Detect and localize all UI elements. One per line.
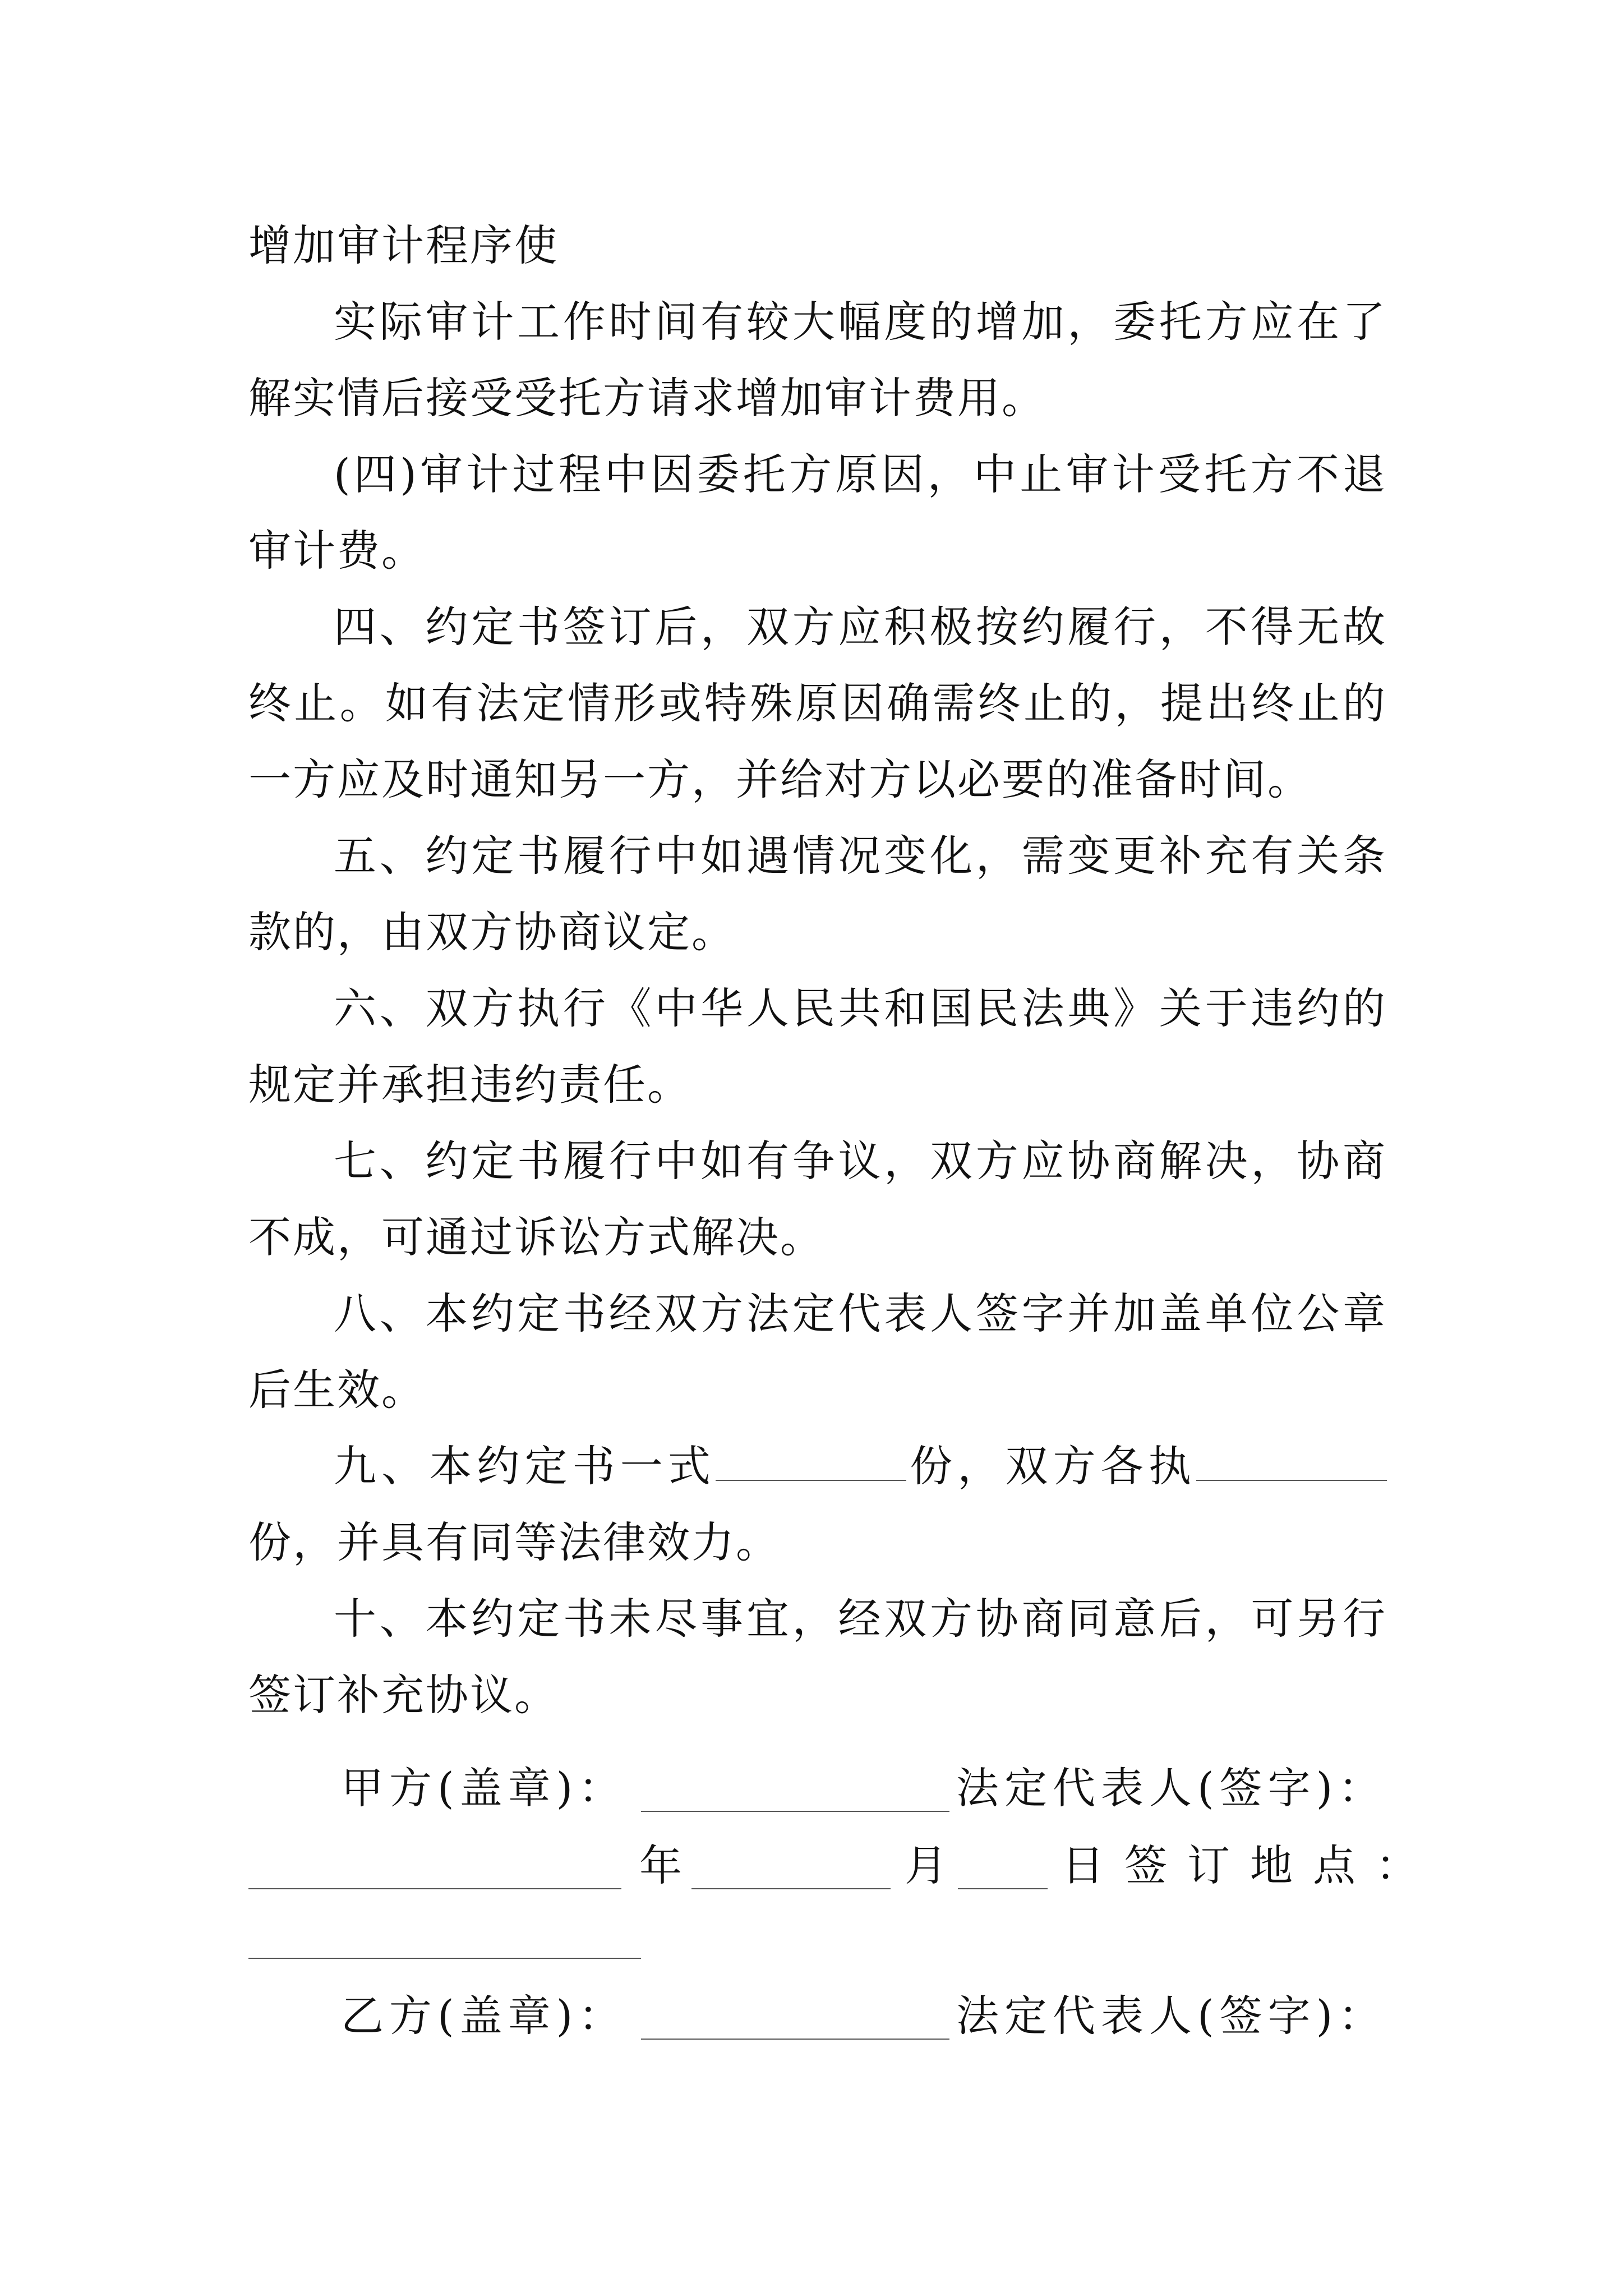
party-a-date-line xyxy=(248,1828,1438,1904)
clause-9 xyxy=(248,1428,1387,1581)
clause-8: 八、本约定书经双方法定代表人签字并加盖单位公章后生效。 xyxy=(248,1289,1387,1415)
party-b-label: 乙方(盖章)： xyxy=(341,1991,627,2041)
paragraph-audit-time: 实际审计工作时间有较大幅度的增加，委托方应在了解实情后接受受托方请求增加审计费用。 xyxy=(248,297,1387,423)
party-a-rep-label: 法定代表人(签字)： xyxy=(956,1763,1387,1813)
paragraph-suspension: (四)审计过程中因委托方原因，中止审计受托方不退审计费。 xyxy=(248,449,1387,576)
clause-9-part1: 九、本约定书一式 xyxy=(334,1441,716,1491)
clause-5: 五、约定书履行中如遇情况变化，需变更补充有关条款的，由双方协商议定。 xyxy=(248,831,1387,957)
clause-9-part2: 份，双方各执 xyxy=(906,1441,1197,1491)
signing-place-line xyxy=(248,1896,1387,1972)
party-a-seal-blank[interactable] xyxy=(641,1766,949,1812)
copies-each-blank[interactable] xyxy=(1196,1435,1387,1481)
day-place-label: 日签订地点： xyxy=(1062,1841,1438,1890)
year-label: 年 xyxy=(639,1841,702,1890)
clause-9-part3: 份， xyxy=(248,1517,337,1567)
paragraph-continuation: 增加审计程序使 xyxy=(248,220,559,270)
month-blank[interactable] xyxy=(958,1843,1048,1889)
party-a-rep-signature-blank[interactable] xyxy=(248,1843,621,1889)
month-label: 月 xyxy=(905,1841,967,1890)
document-body xyxy=(248,208,1387,1733)
clause-7: 七、约定书履行中如有争议，双方应协商解决，协商不成，可通过诉讼方式解决。 xyxy=(248,1136,1387,1262)
year-blank[interactable] xyxy=(691,1843,891,1889)
clause-10: 十、本约定书未尽事宜，经双方协商同意后，可另行签订补充协议。 xyxy=(248,1594,1387,1720)
party-b-rep-label: 法定代表人(签字)： xyxy=(956,1991,1387,2041)
party-a-line xyxy=(248,1750,1387,1826)
clause-6: 六、双方执行《中华人民共和国民法典》关于违约的规定并承担违约责任。 xyxy=(248,983,1387,1110)
party-b-seal-blank[interactable] xyxy=(641,1994,949,2040)
clause-4: 四、约定书签订后，双方应积极按约履行，不得无故终止。如有法定情形或特殊原因确需终止的，提出终止的一方应及时通知另一方，并给对方以必要的准备时间。 xyxy=(248,602,1387,804)
party-a-label: 甲方(盖章)： xyxy=(341,1763,627,1813)
clause-9-part4: 并具有同等法律效力。 xyxy=(337,1517,780,1567)
signing-place-blank[interactable] xyxy=(248,1913,641,1959)
copies-total-blank[interactable] xyxy=(716,1435,906,1481)
party-b-line xyxy=(248,1978,1387,2054)
